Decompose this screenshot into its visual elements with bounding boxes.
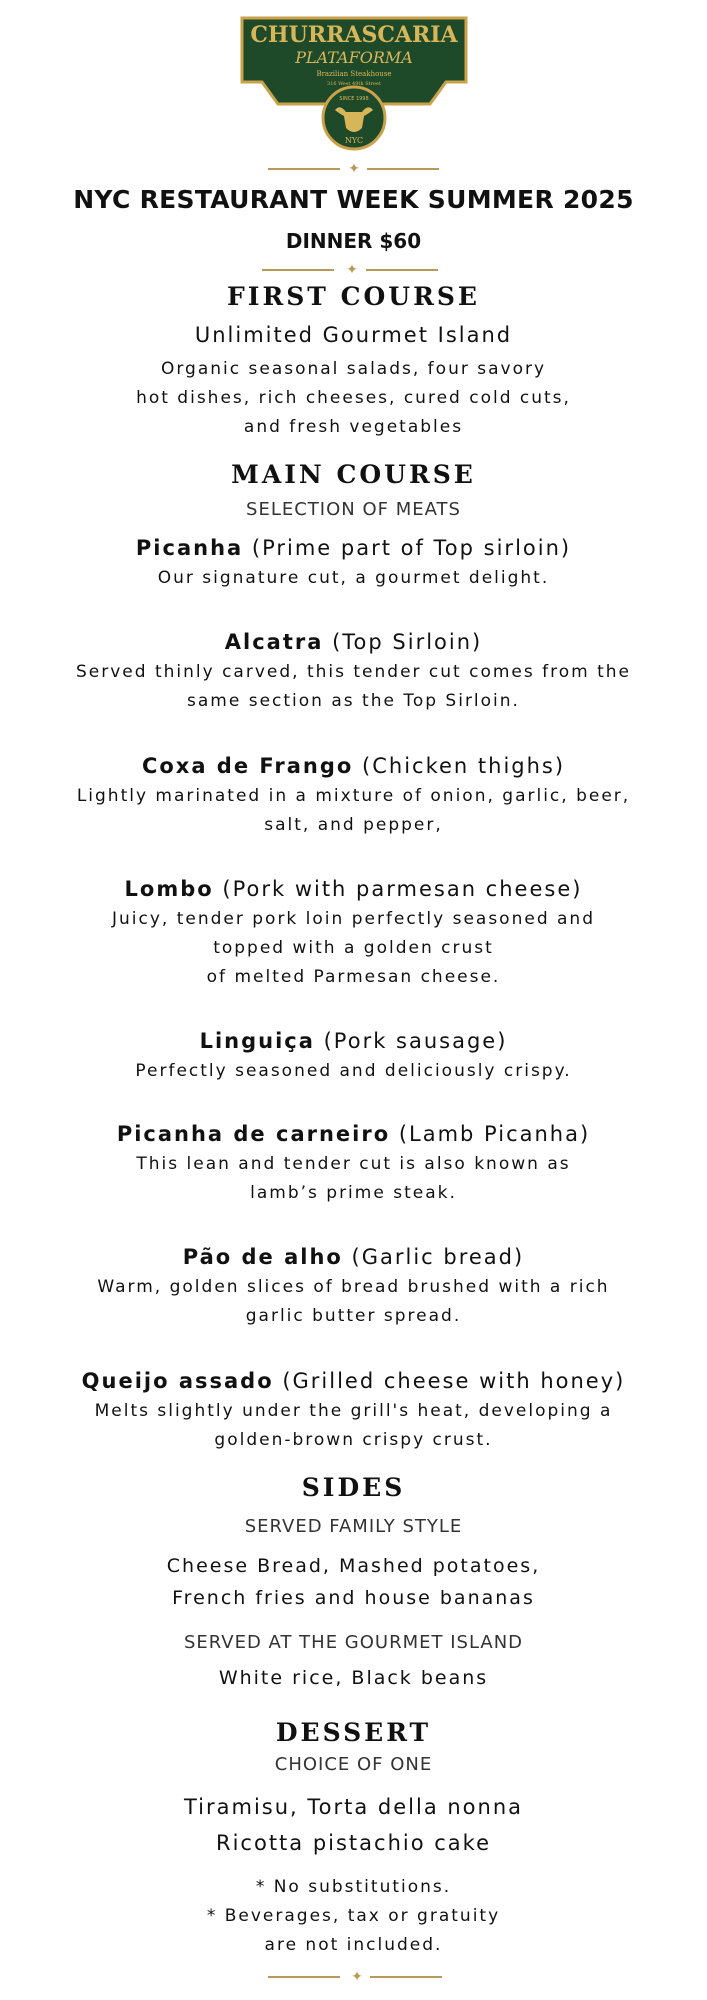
item-translation: (Garlic bread) [351, 1245, 525, 1269]
item-desc: topped with a golden crust [213, 938, 494, 958]
gold-divider [0, 263, 707, 277]
side-line: White rice, Black beans [218, 1667, 489, 1689]
item-desc: Served thinly carved, this tender cut comes from the [76, 662, 631, 682]
sides-family-label: SERVED FAMILY STYLE [244, 1516, 463, 1537]
first-course-heading: FIRST COURSE [227, 282, 480, 311]
item-desc: Lightly marinated in a mixture of onion, garlic, beer, [76, 786, 631, 806]
main-course-heading: MAIN COURSE [231, 460, 476, 489]
star-ornament-icon: ✦ [351, 1969, 363, 1985]
gold-divider [0, 162, 707, 176]
note-line: are not included. [264, 1935, 443, 1955]
first-course-name: Unlimited Gourmet Island [194, 323, 513, 347]
item-translation: (Pork with parmesan cheese) [222, 877, 583, 901]
item-desc: Warm, golden slices of bread brushed with a rich [97, 1277, 610, 1297]
logo-address: 316 West 49th Street [327, 81, 381, 87]
desc-line: Organic seasonal salads, four savory [160, 359, 547, 379]
sides-island-list [0, 1667, 707, 1689]
item-translation: (Lamb Picanha) [398, 1122, 591, 1146]
item-translation: (Prime part of Top sirloin) [251, 536, 572, 560]
restaurant-logo [240, 16, 468, 154]
dessert-list [0, 1789, 707, 1861]
item-name: Alcatra [224, 630, 324, 654]
desc-line: and fresh vegetables [243, 417, 464, 437]
item-desc: of melted Parmesan cheese. [206, 967, 501, 987]
logo-since: SINCE 1998 [339, 96, 369, 102]
notes [0, 1873, 707, 1960]
logo-name: CHURRASCARIA [250, 22, 458, 48]
item-name: Linguiça [199, 1029, 315, 1053]
menu-item [0, 1029, 707, 1086]
item-desc: golden-brown crispy crust. [214, 1430, 493, 1450]
menu-item [0, 877, 707, 992]
item-desc: This lean and tender cut is also known as [136, 1154, 571, 1174]
item-desc: same section as the Top Sirloin. [187, 691, 520, 711]
note-line: * Beverages, tax or gratuity [206, 1906, 501, 1926]
logo-city: NYC [344, 136, 364, 145]
item-desc: salt, and pepper, [264, 815, 443, 835]
item-desc: Melts slightly under the grill's heat, developing a [94, 1401, 613, 1421]
main-course-subheading: SELECTION OF MEATS [246, 499, 461, 520]
side-line: French fries and house bananas [172, 1587, 535, 1609]
menu-item [0, 1369, 707, 1455]
menu-item [0, 1245, 707, 1331]
sides-island-label: SERVED AT THE GOURMET ISLAND [183, 1632, 524, 1653]
item-name: Queijo assado [81, 1369, 274, 1393]
gold-divider [0, 1970, 707, 1984]
item-name: Picanha [135, 536, 244, 560]
desc-line: hot dishes, rich cheeses, cured cold cuts, [136, 388, 571, 408]
item-desc: lamb’s prime steak. [250, 1183, 457, 1203]
first-course-desc [0, 355, 707, 442]
sides-heading: SIDES [301, 1473, 406, 1502]
item-translation: (Pork sausage) [323, 1029, 508, 1053]
item-desc: Our signature cut, a gourmet delight. [157, 568, 550, 588]
item-name: Coxa de Frango [141, 754, 354, 778]
menu-item [0, 536, 707, 593]
logo-tagline: Brazilian Steakhouse [316, 70, 392, 78]
page-title: NYC RESTAURANT WEEK SUMMER 2025 [73, 185, 634, 214]
side-line: Cheese Bread, Mashed potatoes, [166, 1555, 541, 1577]
dessert-label: CHOICE OF ONE [274, 1754, 433, 1775]
menu-item [0, 754, 707, 840]
dessert-line: Tiramisu, Torta della nonna [183, 1795, 524, 1819]
dessert-line: Ricotta pistachio cake [216, 1831, 491, 1855]
item-name: Pão de alho [182, 1245, 343, 1269]
item-name: Picanha de carneiro [116, 1122, 391, 1146]
item-desc: Juicy, tender pork loin perfectly seasoned and [111, 909, 595, 929]
item-name: Lombo [124, 877, 214, 901]
item-translation: (Grilled cheese with honey) [282, 1369, 626, 1393]
menu-item [0, 1122, 707, 1208]
logo-subname: PLATAFORMA [295, 48, 413, 67]
menu-item [0, 630, 707, 716]
item-desc: Perfectly seasoned and deliciously crispy. [135, 1061, 572, 1081]
star-ornament-icon: ✦ [346, 262, 358, 278]
star-ornament-icon: ✦ [348, 161, 360, 177]
item-translation: (Chicken thighs) [362, 754, 566, 778]
dessert-heading: DESSERT [275, 1718, 432, 1747]
sides-family-list [0, 1550, 707, 1614]
note-line: * No substitutions. [255, 1877, 452, 1897]
dinner-price: DINNER $60 [285, 229, 422, 253]
item-translation: (Top Sirloin) [332, 630, 483, 654]
item-desc: garlic butter spread. [245, 1306, 462, 1326]
